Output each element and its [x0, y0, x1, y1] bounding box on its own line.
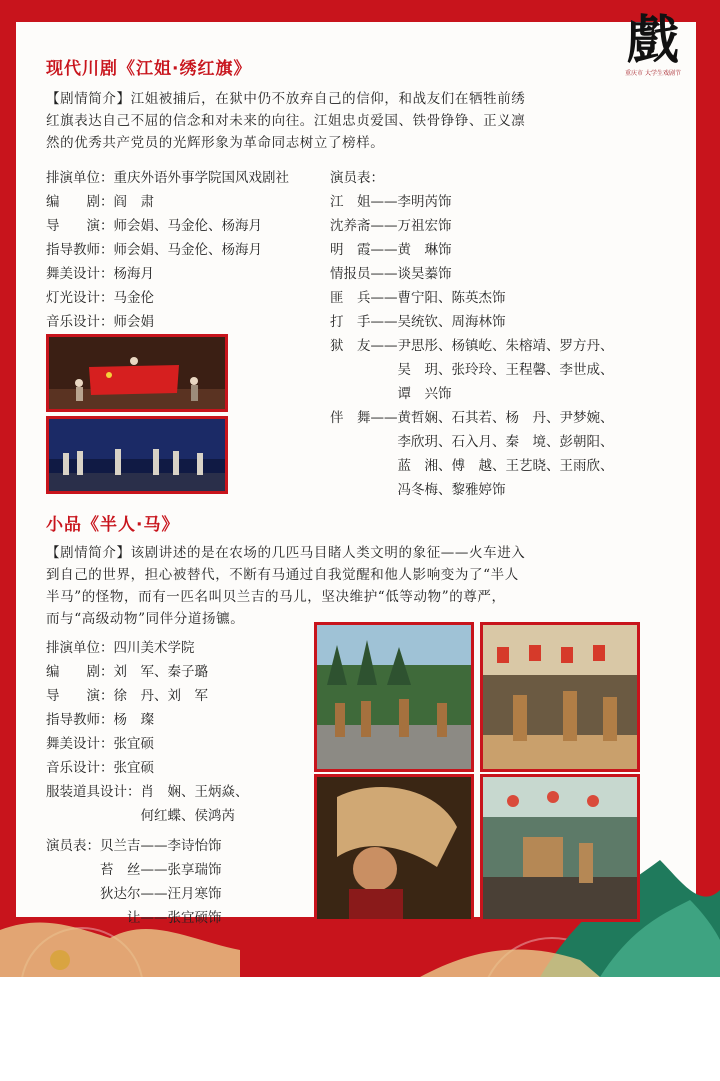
plot-line: 到自己的世界，担心被替代，不断有马通过自我觉醒和他人影响变为了“半人 [46, 567, 519, 583]
plot-line: 半马”的怪物，而有一匹名叫贝兰吉的马儿，坚决维护“低等动物”的尊严， [46, 589, 506, 605]
cast-line: 苔 丝——张享瑞饰 [46, 862, 222, 878]
credit-line: 音乐设计：张宜硕 [46, 760, 154, 776]
stage-photo-outdoor-horses-art [317, 625, 471, 769]
cast-line: 冯冬梅、黎雅婷饰 [330, 482, 506, 498]
credit-line: 指导教师：杨 璨 [46, 712, 154, 728]
stage-photo-red-flag [46, 334, 228, 412]
cast-line: 李欣玥、石入月、秦 境、彭朝阳、 [330, 434, 614, 450]
credit-line: 导 演：徐 丹、刘 军 [46, 688, 208, 704]
credit-line: 编 剧：阎 肃 [46, 194, 154, 210]
logo-caption: 重庆市 大学生戏剧节 [625, 70, 681, 77]
cast-line: 谭 兴饰 [330, 386, 452, 402]
stage-photo-street [480, 774, 640, 922]
stage-photo-closeup-art [317, 777, 471, 919]
stage-photo-outdoor-horses [314, 622, 474, 772]
stage-photo-closeup [314, 774, 474, 922]
cast-line: 江 姐——李明芮饰 [330, 194, 452, 210]
stage-photo-blue-art [49, 419, 225, 491]
credit-line: 音乐设计：师会娟 [46, 314, 154, 330]
credit-line: 何红蝶、侯鸿芮 [46, 808, 235, 824]
festival-logo [610, 12, 696, 92]
credit-line: 编 剧：刘 军、秦子璐 [46, 664, 208, 680]
cast-line: 伴 舞——黄哲娴、石其若、杨 丹、尹梦婉、 [330, 410, 614, 426]
credit-line: 舞美设计：张宜硕 [46, 736, 154, 752]
credit-line: 指导教师：师会娟、马金伦、杨海月 [46, 242, 262, 258]
cast-line: 明 霞——黄 琳饰 [330, 242, 452, 258]
cast-line: 演员表：贝兰吉——李诗怡饰 [46, 838, 222, 854]
plot-line: 而与“高级动物”同伴分道扬镳。 [46, 611, 245, 627]
credit-line: 服装道具设计：肖 娴、王炳焱、 [46, 784, 249, 800]
cast-line: 打 手——吴统钦、周海林饰 [330, 314, 506, 330]
credit-line: 排演单位：重庆外语外事学院国风戏剧社 [46, 170, 289, 186]
stage-photo-lanterns [480, 622, 640, 772]
credit-line: 舞美设计：杨海月 [46, 266, 154, 282]
cast-line: 狄达尔——汪月寒饰 [46, 886, 222, 902]
cast-line: 沈养斋——万祖宏饰 [330, 218, 452, 234]
cast-line: 匪 兵——曹宁阳、陈英杰饰 [330, 290, 506, 306]
cast-line: 吴 玥、张玲玲、王程馨、李世成、 [330, 362, 614, 378]
cast-title: 演员表： [330, 170, 384, 186]
stage-photo-red-flag-art [49, 337, 225, 409]
logo-mark: 戲 [626, 10, 679, 71]
credit-line: 导 演：师会娟、马金伦、杨海月 [46, 218, 262, 234]
credit-line: 灯光设计：马金伦 [46, 290, 154, 306]
cast-line: 蓝 湘、傅 越、王艺晓、王雨欣、 [330, 458, 614, 474]
stage-photo-blue [46, 416, 228, 494]
plot-line: 【剧情简介】该剧讲述的是在农场的几匹马目睹人类文明的象征——火车进入 [46, 545, 526, 561]
cast-line: 情报员——谈昊蓁饰 [330, 266, 452, 282]
cast-line: 狱 友——尹思彤、杨镇屹、朱榕靖、罗方丹、 [330, 338, 614, 354]
section2-title: 小品《半人·马》 [46, 515, 180, 535]
section1-title: 现代川剧《江姐·绣红旗》 [46, 59, 252, 79]
stage-photo-street-art [483, 777, 637, 919]
plot-line: 【剧情简介】江姐被捕后，在狱中仍不放弃自己的信仰，和战友们在牺牲前绣 [46, 91, 526, 107]
cast-line: 让——张宜硕饰 [46, 910, 222, 926]
credit-line: 排演单位：四川美术学院 [46, 640, 195, 656]
plot-line: 然的优秀共产党员的光辉形象为革命同志树立了榜样。 [46, 135, 385, 151]
plot-line: 红旗表达自己不屈的信念和对未来的向往。江姐忠贞爱国、铁骨铮铮、正义凛 [46, 113, 526, 129]
stage-photo-lanterns-art [483, 625, 637, 769]
